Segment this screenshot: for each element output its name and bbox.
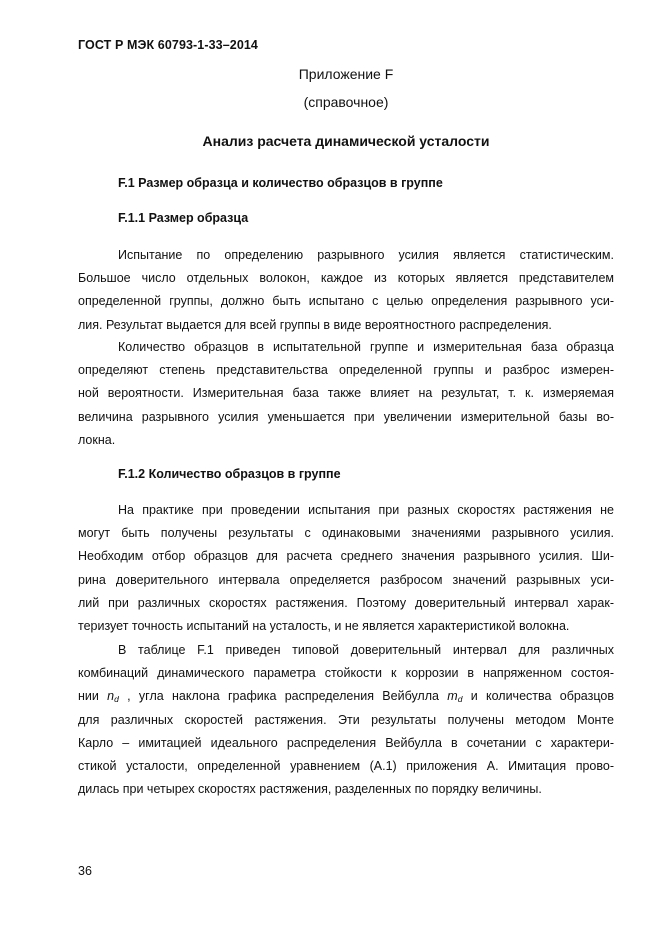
paragraph-line: В таблице F.1 приведен типовой доверительный интервал для различных xyxy=(118,643,614,657)
paragraph-line: теризует точность испытаний на усталость, и не является характеристикой волокна. xyxy=(78,618,570,633)
paragraph-line: величина разрывного усилия уменьшается при увеличении измерительной базы во- xyxy=(78,409,614,424)
paragraph-line: ной вероятности. Измерительная база также влияет на результат, т. к. измеряемая xyxy=(78,386,614,401)
paragraph-line: определенной группы, должно быть испытано с целью определения разрывного уси- xyxy=(78,294,614,309)
paragraph-sample-size xyxy=(78,244,614,337)
annex-kind: (справочное) xyxy=(303,94,389,110)
paragraph-line-with-symbols xyxy=(78,685,614,708)
paragraph-line: Большое число отдельных волокон, каждое из которых является представителем xyxy=(78,271,614,286)
paragraph-line: рина доверительного интервала определяется разбросом значений разрывных уси- xyxy=(78,572,614,587)
paragraph-line: комбинаций динамического параметра стойкости к коррозии в напряженном состоя- xyxy=(78,666,614,681)
standard-code: ГОСТ Р МЭК 60793-1-33–2014 xyxy=(78,38,258,52)
paragraph-line: Количество образцов в испытательной группе и измерительная база образца xyxy=(118,340,614,354)
paragraph-line: лия. Результат выдается для всей группы в виде вероятностного распределения. xyxy=(78,317,552,332)
annex-name: Анализ расчета динамической усталости xyxy=(202,133,490,149)
page-number: 36 xyxy=(78,864,92,878)
paragraph-line: На практике при проведении испытания при разных скоростях растяжения не xyxy=(118,503,614,517)
text-segment: и количества образцов xyxy=(470,689,614,704)
paragraph-practice xyxy=(78,499,614,638)
text-segment: нии xyxy=(78,689,99,704)
m-symbol: m xyxy=(447,689,458,704)
paragraph-gauge-length xyxy=(78,336,614,452)
paragraph-table-f1 xyxy=(78,639,614,801)
text-segment: , угла наклона графика распределения Вейбулла xyxy=(127,689,439,704)
n-symbol: n xyxy=(107,689,115,704)
paragraph-line: дилась при четырех скоростях растяжения, разделенных по порядку величины. xyxy=(78,782,542,797)
section-heading-f1-1: F.1.1 Размер образца xyxy=(118,211,249,225)
paragraph-line: Необходим отбор образцов для расчета среднего значения разрывного усилия. Ши- xyxy=(78,549,614,564)
paragraph-line: для различных скоростей растяжения. Эти результаты получены методом Монте xyxy=(78,712,614,727)
paragraph-line: стикой усталости, определенной уравнением (А.1) приложения А. Имитация прово- xyxy=(78,758,614,773)
section-heading-f1: F.1 Размер образца и количество образцов в группе xyxy=(118,176,443,190)
paragraph-line: Карло – имитацией идеального распределения Вейбулла в сочетании с характери- xyxy=(78,735,614,750)
paragraph-line: определяют степень представительства определенной группы и разброс измерен- xyxy=(78,363,614,378)
paragraph-line: локна. xyxy=(78,432,116,447)
m-subscript: d xyxy=(457,694,463,705)
annex-title: Приложение F xyxy=(298,66,394,82)
section-heading-f1-2: F.1.2 Количество образцов в группе xyxy=(118,467,341,481)
n-subscript: d xyxy=(114,694,119,705)
paragraph-line: Испытание по определению разрывного усилия является статистическим. xyxy=(118,248,614,262)
paragraph-line: лий при различных скоростях растяжения. Поэтому доверительный интервал харак- xyxy=(78,595,614,610)
paragraph-line: могут быть получены результаты с одинаковыми значениями разрывного усилия. xyxy=(78,526,614,541)
